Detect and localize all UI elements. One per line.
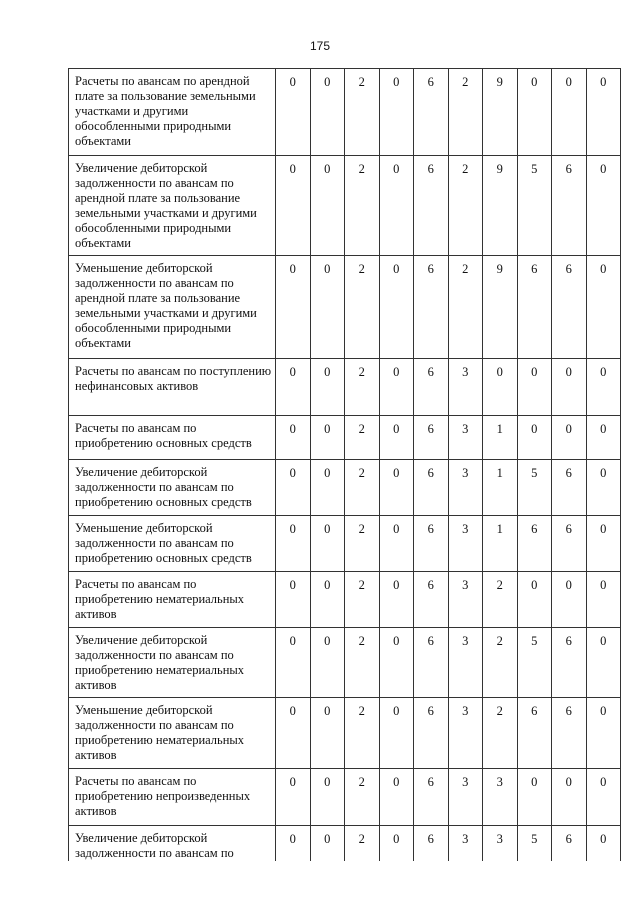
code-digit: 0 [276,69,311,156]
code-digit: 0 [276,416,311,460]
code-digit: 6 [517,516,552,572]
code-digit: 0 [517,572,552,628]
code-digit: 0 [586,516,621,572]
code-digit: 6 [414,256,449,359]
code-digit: 2 [345,156,380,256]
code-digit: 2 [345,572,380,628]
code-digit: 0 [379,460,414,516]
code-digit: 6 [552,516,587,572]
code-digit: 2 [345,628,380,698]
table-row [69,572,621,628]
code-digit: 3 [483,826,518,886]
code-digit: 9 [483,256,518,359]
code-digit: 0 [586,628,621,698]
code-digit: 6 [517,256,552,359]
account-description: Расчеты по авансам по приобретению нематериальных активов [69,572,276,628]
code-digit: 2 [483,698,518,769]
code-digit: 6 [552,156,587,256]
code-digit: 6 [552,628,587,698]
page-bottom-margin [0,861,640,905]
code-digit: 0 [310,516,345,572]
code-digit: 0 [586,698,621,769]
code-digit: 6 [517,698,552,769]
code-digit: 0 [276,628,311,698]
code-digit: 3 [448,628,483,698]
account-description: Увеличение дебиторской задолженности по авансам по приобретению основных средств [69,460,276,516]
code-digit: 6 [414,156,449,256]
table-row [69,698,621,769]
code-digit: 3 [448,698,483,769]
code-digit: 1 [483,516,518,572]
code-digit: 2 [345,826,380,886]
code-digit: 5 [517,156,552,256]
code-digit: 6 [414,359,449,416]
code-digit: 0 [310,460,345,516]
page-number: 175 [309,39,331,53]
code-digit: 3 [448,572,483,628]
code-digit: 0 [310,69,345,156]
code-digit: 3 [448,460,483,516]
code-digit: 0 [517,416,552,460]
code-digit: 3 [448,516,483,572]
code-digit: 3 [448,416,483,460]
code-digit: 0 [517,69,552,156]
code-digit: 0 [310,628,345,698]
code-digit: 0 [552,572,587,628]
code-digit: 6 [414,516,449,572]
code-digit: 1 [483,416,518,460]
code-digit: 6 [414,826,449,886]
code-digit: 0 [379,156,414,256]
code-digit: 0 [379,572,414,628]
code-digit: 6 [414,460,449,516]
table-row [69,256,621,359]
table-row [69,460,621,516]
code-digit: 0 [310,769,345,826]
table-row [69,769,621,826]
code-digit: 2 [345,769,380,826]
code-digit: 6 [414,69,449,156]
code-digit: 2 [448,69,483,156]
code-digit: 5 [517,460,552,516]
code-digit: 0 [517,769,552,826]
code-digit: 0 [552,416,587,460]
code-digit: 5 [517,628,552,698]
code-digit: 0 [586,572,621,628]
account-description: Уменьшение дебиторской задолженности по авансам по приобретению нематериальных активов [69,698,276,769]
code-digit: 0 [517,359,552,416]
code-digit: 0 [552,769,587,826]
code-digit: 0 [276,698,311,769]
code-digit: 0 [379,826,414,886]
code-digit: 6 [552,460,587,516]
code-digit: 0 [276,256,311,359]
code-digit: 0 [586,69,621,156]
code-digit: 0 [379,256,414,359]
account-description: Увеличение дебиторской задолженности по авансам по арендной плате за пользование земельными участками и другими обособленными природными объектами [69,156,276,256]
code-digit: 6 [414,698,449,769]
code-digit: 0 [586,826,621,886]
code-digit: 0 [552,69,587,156]
code-digit: 0 [276,826,311,886]
code-digit: 0 [483,359,518,416]
table-row [69,628,621,698]
code-digit: 0 [586,769,621,826]
account-description: Увеличение дебиторской задолженности по авансам по приобретению нематериальных активов [69,628,276,698]
table-row [69,156,621,256]
code-digit: 0 [276,516,311,572]
code-digit: 3 [448,359,483,416]
table-row [69,516,621,572]
code-digit: 1 [483,460,518,516]
table-row [69,69,621,156]
code-digit: 0 [276,359,311,416]
account-codes-table [68,68,621,886]
code-digit: 0 [379,416,414,460]
account-description: Уменьшение дебиторской задолженности по авансам по приобретению основных средств [69,516,276,572]
code-digit: 3 [448,769,483,826]
code-digit: 0 [310,572,345,628]
account-description: Уменьшение дебиторской задолженности по авансам по арендной плате за пользование земельными участками и другими обособленными природными объектами [69,256,276,359]
account-description: Расчеты по авансам по поступлению нефинансовых активов [69,359,276,416]
code-digit: 6 [552,698,587,769]
code-digit: 9 [483,156,518,256]
code-digit: 2 [448,156,483,256]
code-digit: 0 [586,156,621,256]
code-digit: 9 [483,69,518,156]
code-digit: 2 [345,69,380,156]
code-digit: 0 [310,826,345,886]
code-digit: 0 [379,698,414,769]
code-digit: 0 [310,156,345,256]
code-digit: 2 [345,698,380,769]
table-body [69,69,621,886]
code-digit: 0 [586,359,621,416]
code-digit: 0 [552,359,587,416]
account-description: Расчеты по авансам по приобретению основных средств [69,416,276,460]
code-digit: 0 [276,769,311,826]
code-digit: 0 [276,460,311,516]
code-digit: 0 [586,460,621,516]
code-digit: 0 [586,416,621,460]
code-digit: 6 [414,416,449,460]
code-digit: 6 [552,826,587,886]
code-digit: 6 [414,572,449,628]
table-row [69,416,621,460]
code-digit: 6 [414,628,449,698]
account-description: Расчеты по авансам по приобретению непроизведенных активов [69,769,276,826]
table-row [69,359,621,416]
code-digit: 2 [345,416,380,460]
code-digit: 0 [310,416,345,460]
code-digit: 2 [345,256,380,359]
code-digit: 5 [517,826,552,886]
code-digit: 2 [448,256,483,359]
code-digit: 0 [586,256,621,359]
code-digit: 0 [310,359,345,416]
code-digit: 2 [345,460,380,516]
code-digit: 6 [552,256,587,359]
code-digit: 0 [379,769,414,826]
code-digit: 0 [379,69,414,156]
code-digit: 3 [483,769,518,826]
account-description: Расчеты по авансам по арендной плате за пользование земельными участками и другими обособленными природными объектами [69,69,276,156]
code-digit: 2 [483,572,518,628]
code-digit: 0 [379,359,414,416]
account-description: Увеличение дебиторской задолженности по авансам по [69,826,276,886]
code-digit: 2 [483,628,518,698]
code-digit: 2 [345,359,380,416]
code-digit: 0 [379,628,414,698]
code-digit: 0 [276,572,311,628]
code-digit: 0 [310,698,345,769]
code-digit: 0 [310,256,345,359]
code-digit: 3 [448,826,483,886]
code-digit: 2 [345,516,380,572]
code-digit: 0 [276,156,311,256]
code-digit: 0 [379,516,414,572]
code-digit: 6 [414,769,449,826]
